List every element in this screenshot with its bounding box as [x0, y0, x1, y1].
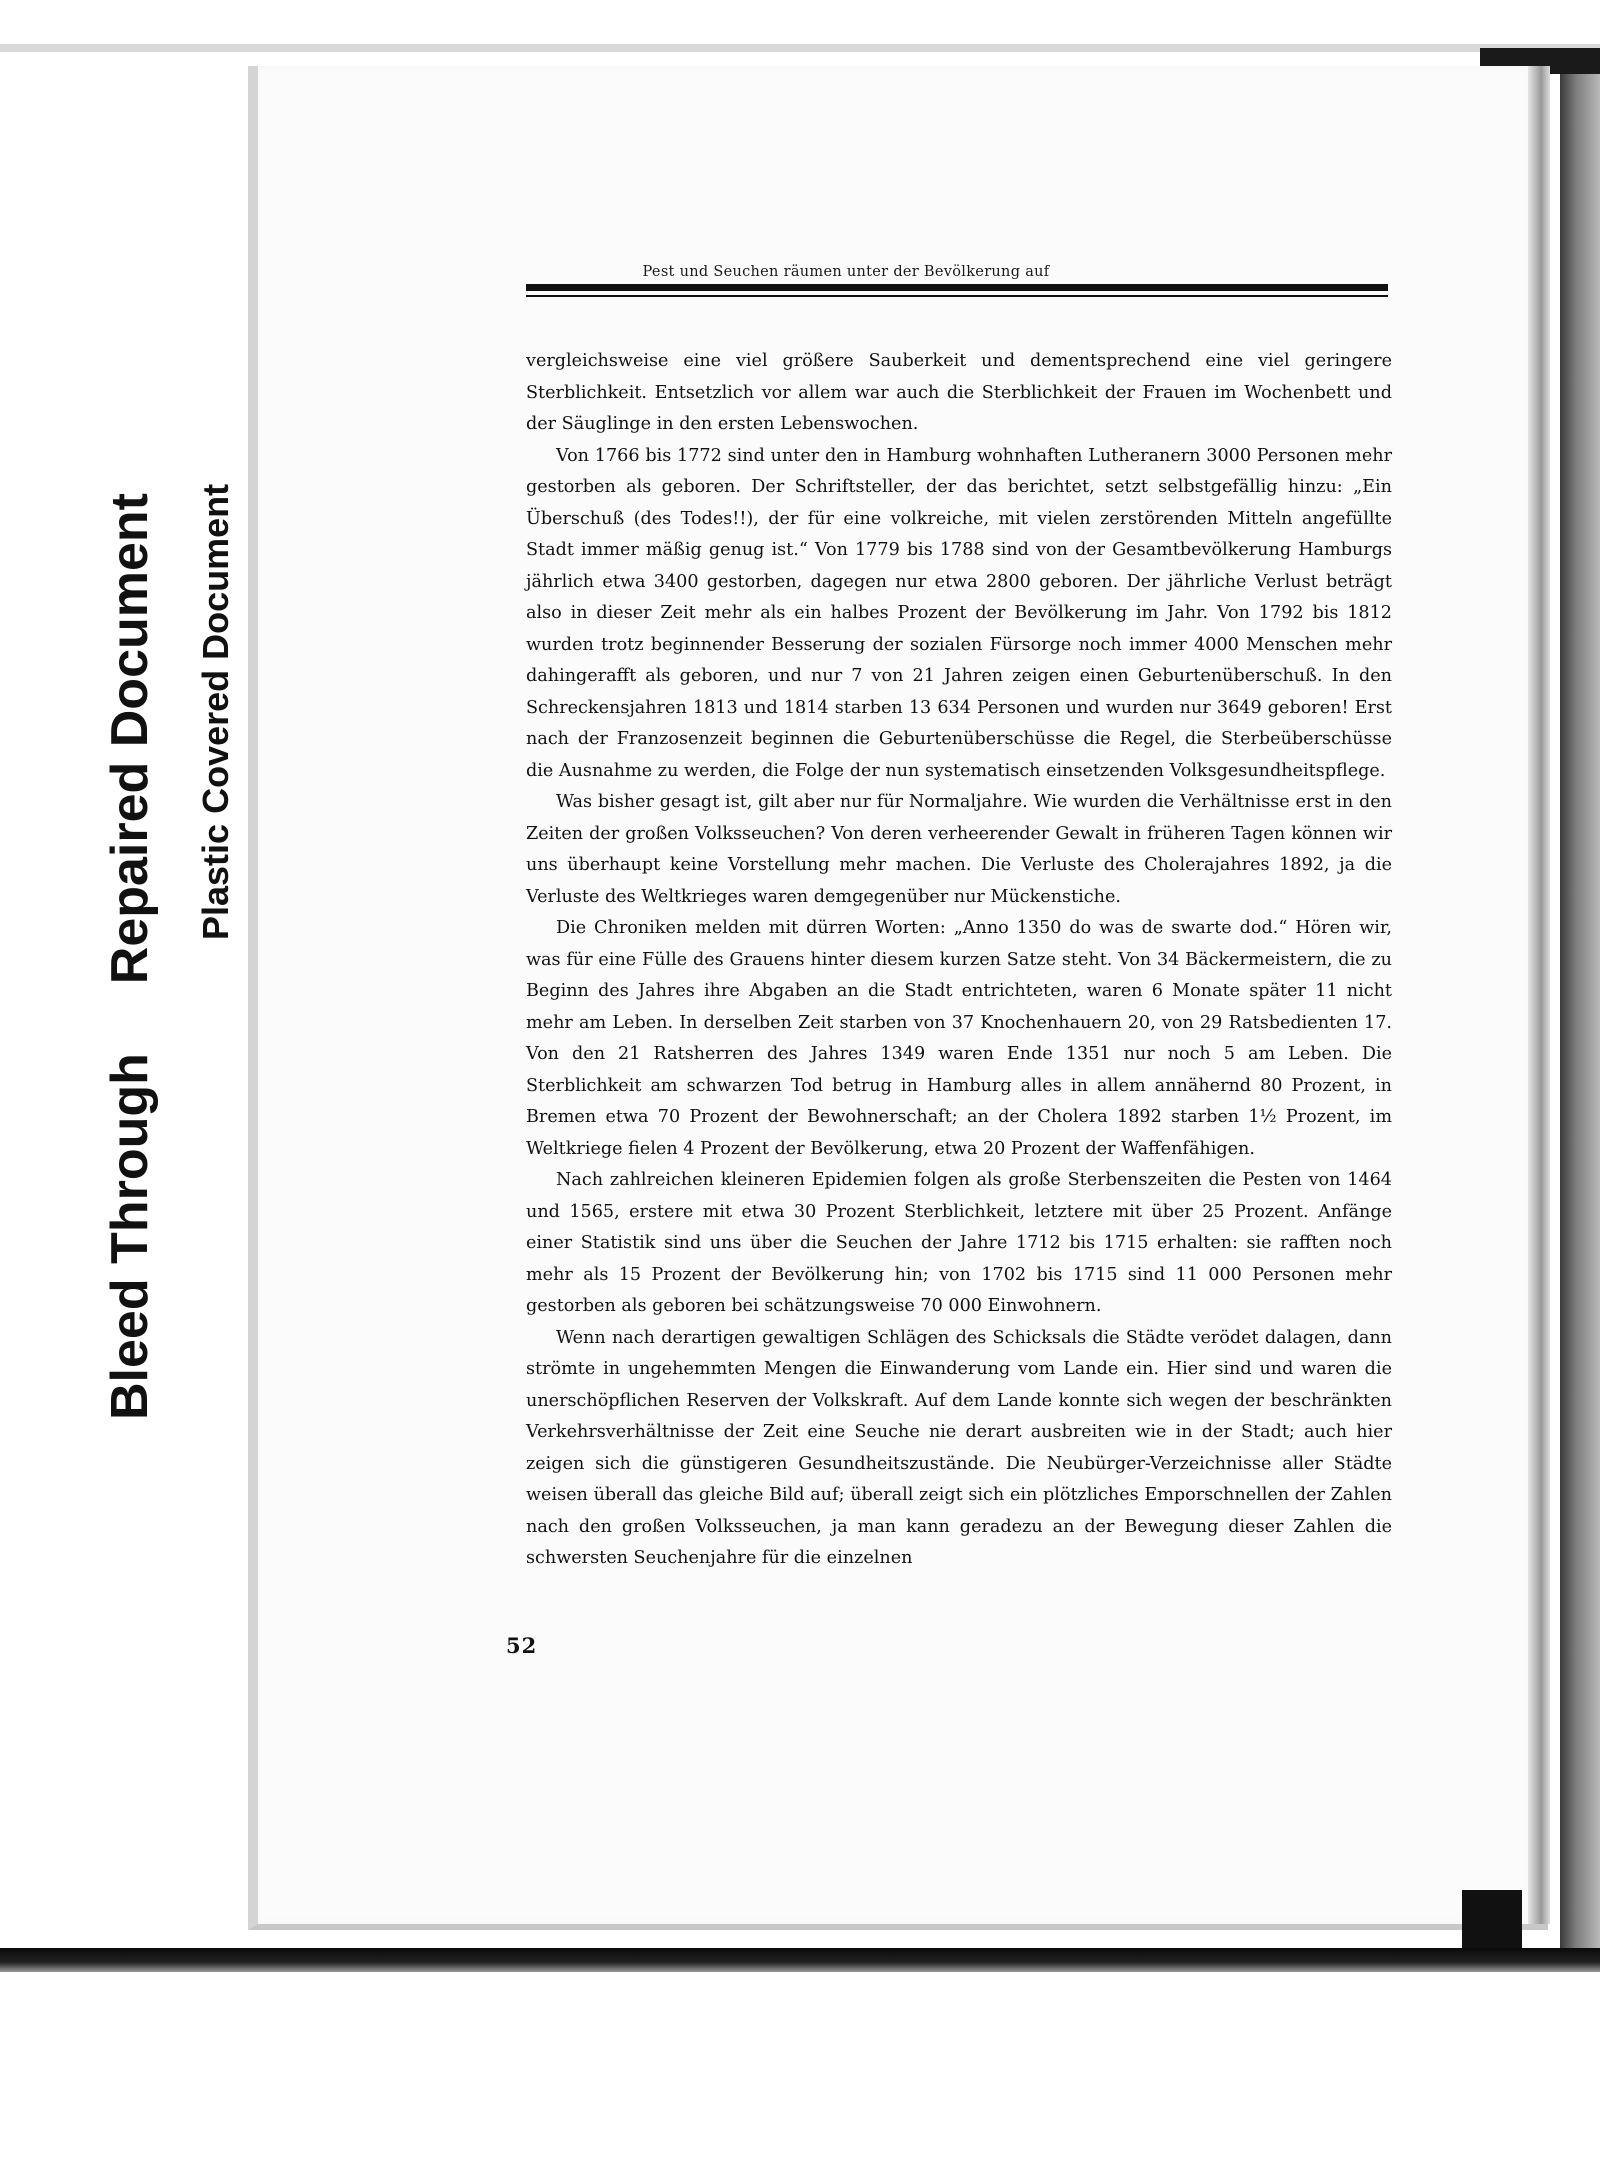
- paragraph-6: Wenn nach derartigen gewaltigen Schlägen des Schicksals die Städte verödet dalagen, dann strömte in ungehemmten Mengen die Einwanderung vom Lande ein. Hier sind und waren die unerschöpflichen Reserven der Volkskraft. Auf dem Lande konnte sich wegen der beschränkten Verkehrsverhältnisse der Zeit eine Seuche nie derart ausbreiten wie in der Stadt; auch hier zeigen sich die günstigeren Gesundheitszustände. Die Neubürger-Verzeichnisse aller Städte weisen überall das gleiche Bild auf; überall zeigt sich ein plötzliches Emporschnellen der Zahlen nach den großen Volksseuchen, ja man kann geradezu an der Bewegung dieser Zahlen die schwersten Seuchenjahre für die einzelnen: [526, 1327, 1392, 1568]
- header-rule-thick: [526, 284, 1388, 291]
- side-labels: [100, 460, 250, 1440]
- document-page: [248, 66, 1548, 1930]
- paragraph-2: Von 1766 bis 1772 sind unter den in Hamburg wohnhaften Lutheranern 3000 Personen mehr gestorben als geboren. Der Schriftsteller, der das berichtet, setzt selbstgefällig hinzu: „Ein Überschuß (des Todes!!), der für eine volkreiche, mit vielen zerstörenden Mitteln angefüllte Stadt immer mäßig genug ist.“ Von 1779 bis 1788 sind von der Gesamtbevölkerung Hamburgs jährlich etwa 3400 gestorben, dagegen nur etwa 2800 geboren. Der jährliche Verlust beträgt also in dieser Zeit mehr als ein halbes Prozent der Bevölkerung im Jahr. Von 1792 bis 1812 wurden trotz beginnender Besserung der sozialen Fürsorge noch immer 4000 Menschen mehr dahingerafft als geboren, und nur 7 von 21 Jahren zeigen einen Geburtenüberschuß. In den Schreckensjahren 1813 und 1814 starben 13 634 Personen und wurden nur 3649 geboren! Erst nach der Franzosenzeit beginnen die Geburtenüberschüsse die Regel, die Sterbeüberschüsse die Ausnahme zu werden, die Folge der nun systematisch einsetzenden Volksgesundheitspflege.: [526, 445, 1392, 781]
- scan-top-edge: [0, 44, 1600, 52]
- scan-corner-shadow-bottom: [1462, 1890, 1522, 1948]
- scan-bottom-shadow: [0, 1948, 1600, 1972]
- paragraph-1: vergleichsweise eine viel größere Sauberkeit und dementsprechend eine viel geringere Sterblichkeit. Entsetzlich vor allem war auch die Sterblichkeit der Frauen im Wochenbett und der Säuglinge in den ersten Lebenswochen.: [526, 351, 1392, 434]
- label-bleed-through-text: Bleed Through: [101, 1053, 159, 1420]
- label-repaired-document-text: Repaired Document: [101, 493, 159, 985]
- scan-right-shadow: [1560, 74, 1600, 1948]
- running-head: Pest und Seuchen räumen unter der Bevölkerung auf: [642, 264, 1050, 280]
- body-text: [526, 346, 1392, 1575]
- label-plastic-covered: Plastic Covered Document: [195, 483, 236, 940]
- header-rule-thin: [526, 295, 1388, 297]
- page-number: 52: [506, 1633, 538, 1658]
- label-bleed-through: [100, 493, 160, 1420]
- paragraph-3: Was bisher gesagt ist, gilt aber nur für Normaljahre. Wie wurden die Verhältnisse erst in den Zeiten der großen Volksseuchen? Von deren verheerender Gewalt in früheren Tagen können wir uns überhaupt keine Vorstellung mehr machen. Die Verluste des Cholerajahres 1892, ja die Verluste des Weltkrieges waren demgegenüber nur Mückenstiche.: [526, 792, 1392, 907]
- page-fold-shadow: [1528, 66, 1550, 1924]
- paragraph-4: Die Chroniken melden mit dürren Worten: „Anno 1350 do was de swarte dod.“ Hören wir, was für eine Fülle des Grauens hinter diesem kurzen Satze steht. Von 34 Bäckermeistern, die zu Beginn des Jahres ihre Abgaben an die Stadt entrichteten, waren 6 Monate später 11 nicht mehr am Leben. In derselben Zeit starben von 37 Knochenhauern 20, von 29 Ratsbedienten 17. Von den 21 Ratsherren des Jahres 1349 waren Ende 1351 nur noch 5 am Leben. Die Sterblichkeit am schwarzen Tod betrug in Hamburg alles in allem annähernd 80 Prozent, in Bremen etwa 70 Prozent der Bewohnerschaft; an der Cholera 1892 starben 1½ Prozent, im Weltkriege fielen 4 Prozent der Bevölkerung, etwa 20 Prozent der Waffenfähigen.: [526, 918, 1392, 1159]
- paragraph-5: Nach zahlreichen kleineren Epidemien folgen als große Sterbenszeiten die Pesten von 1464 und 1565, erstere mit etwa 30 Prozent Sterblichkeit, letztere mit über 25 Prozent. Anfänge einer Statistik sind uns über die Seuchen der Jahre 1712 bis 1715 erhalten: sie rafften noch mehr als 15 Prozent der Bevölkerung hin; von 1702 bis 1715 sind 11 000 Personen mehr gestorben als geboren bei schätzungsweise 70 000 Einwohnern.: [526, 1170, 1392, 1316]
